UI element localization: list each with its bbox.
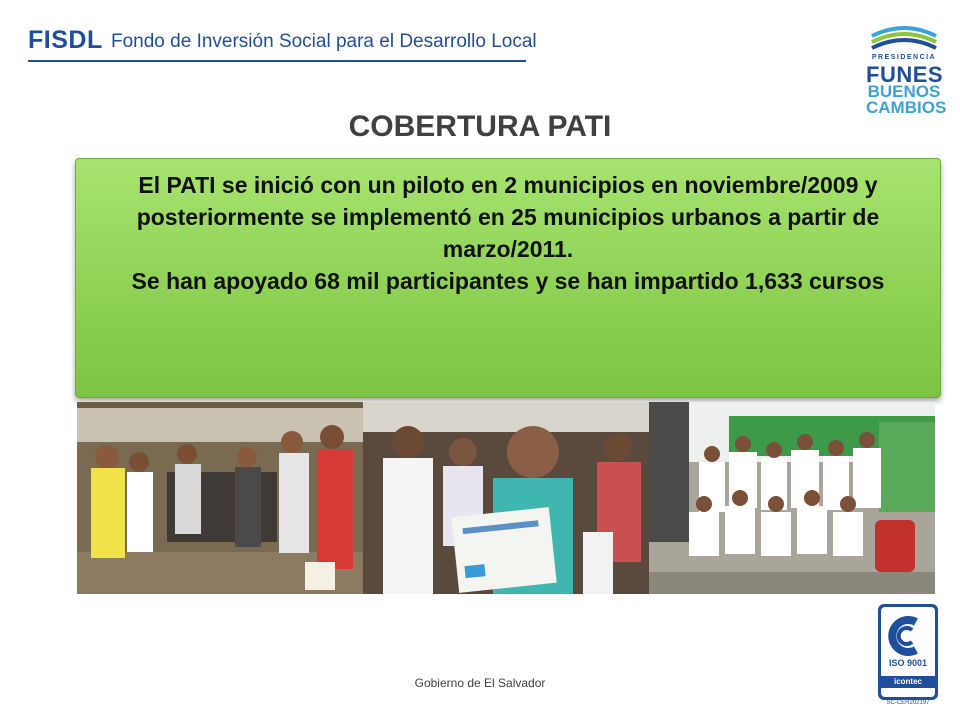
photo-youth-group (649, 402, 935, 594)
presidencia-logo (866, 24, 947, 120)
buenos-word: BUENOS (867, 82, 941, 101)
header-underline (28, 60, 526, 62)
summary-box (75, 158, 941, 398)
fisdl-acronym: FISDL (28, 26, 103, 54)
photo-workshop (77, 402, 363, 594)
photo-strip (77, 402, 935, 594)
presidencia-arcs-icon (870, 24, 938, 52)
footer-government: Gobierno de El Salvador (414, 676, 546, 690)
presidencia-word: PRESIDENCIA (871, 54, 937, 61)
icontec-label: icontec (893, 677, 922, 686)
fisdl-header (28, 26, 537, 66)
summary-paragraph-2: Se han apoyado 68 mil participantes y se han impartido 1,633 cursos (131, 268, 885, 294)
photo-certificate (363, 402, 649, 594)
slide-title: COBERTURA PATI (348, 110, 612, 143)
funes-word: FUNES (866, 62, 944, 87)
iso-9001-badge (878, 604, 938, 710)
iso-cert-code: SC-CER202197 (886, 700, 930, 706)
iso-standard-label: ISO 9001 (888, 658, 928, 668)
fisdl-full-name: Fondo de Inversión Social para el Desarrollo Local (111, 31, 537, 52)
cambios-word: CAMBIOS (866, 98, 947, 117)
summary-paragraph-1: El PATI se inició con un piloto en 2 municipios en noviembre/2009 y posteriormente se implementó en 25 municipios urbanos a partir de marzo/2011. (136, 172, 880, 262)
